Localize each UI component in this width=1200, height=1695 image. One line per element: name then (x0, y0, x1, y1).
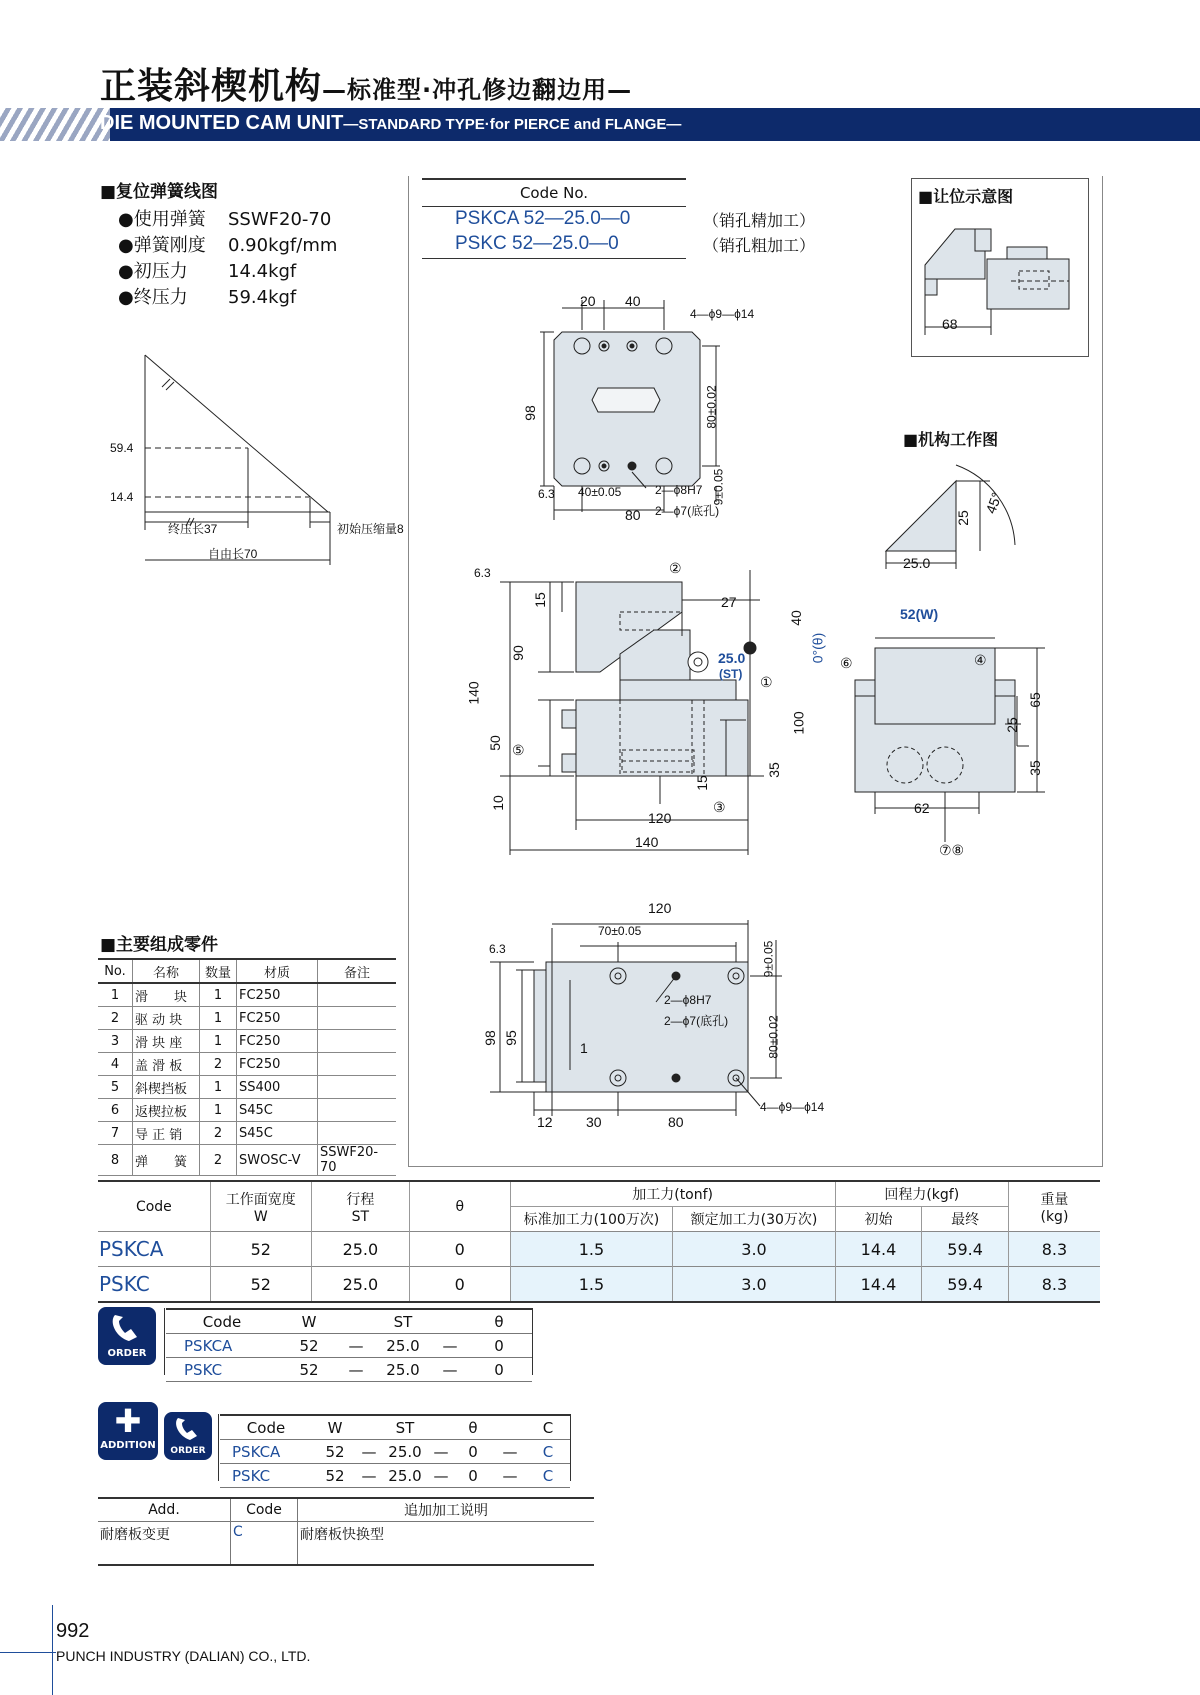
bottom-pin2: 2—ϕ7(底孔) (664, 1014, 729, 1028)
code-no-rule (422, 258, 686, 259)
top-pin1: 2—ϕ8H7 (655, 483, 703, 497)
table-row: 2 驱 动 块 1 FC250 (98, 1007, 396, 1030)
table-row: 3 滑 块 座 1 FC250 (98, 1030, 396, 1053)
graph-initial-label: 初始压缩量8 (337, 522, 404, 536)
front-callout-3: ③ (713, 799, 726, 815)
front-angle: 0°(θ) (809, 632, 826, 664)
order-divider (164, 1308, 165, 1375)
bottom-pin1: 2—ϕ8H7 (664, 993, 712, 1007)
clearance-title: ■让位示意图 (918, 187, 1014, 206)
table-row: 5 斜楔挡板 1 SS400 (98, 1076, 396, 1099)
front-d40: 40 (787, 610, 804, 626)
graph-final-label: 终压长37 (168, 522, 218, 536)
top-d80b: 80 (625, 507, 641, 523)
front-d27: 27 (721, 594, 737, 610)
front-d140b: 140 (635, 834, 659, 850)
parts-table (98, 958, 396, 1176)
phone-icon (172, 1415, 204, 1443)
bottom-d30: 30 (586, 1114, 602, 1130)
addition-header-row: Code W ST θ C (220, 1415, 570, 1440)
code-no-2-note: （销孔粗加工） (703, 236, 816, 255)
side-callout-4: ④ (974, 652, 987, 668)
table-row: 6 返楔拉板 1 S45C (98, 1099, 396, 1122)
parts-title: ■主要组成零件 (100, 935, 219, 955)
code-no-header: Code No. (422, 178, 686, 207)
top-pin2: 2—ϕ7(底孔) (655, 504, 720, 518)
addition-right-border (570, 1414, 571, 1481)
footer-hline (0, 1652, 56, 1653)
side-view-drawing (835, 620, 1055, 860)
page-subtitle: —标准型·冲孔修边翻边用— (322, 76, 633, 104)
bottom-d1: 1 (580, 1040, 588, 1056)
front-st: 25.0 (718, 650, 746, 666)
side-d65: 65 (1026, 692, 1043, 708)
addition-badge: ✚ ADDITION (98, 1402, 158, 1460)
work-base: 25.0 (903, 555, 931, 571)
front-rough: 6.3 (474, 566, 491, 580)
top-d80: 80±0.02 (704, 385, 719, 429)
bottom-holes: 4—ϕ9—ϕ14 (760, 1100, 825, 1114)
english-title: DIE MOUNTED CAM UNIT—STANDARD TYPE·for PIERCE and FLANGE— (100, 112, 682, 134)
work-diagram-title: ■机构工作图 (903, 430, 999, 449)
front-d50: 50 (486, 735, 503, 751)
bottom-d70: 70±0.05 (598, 924, 642, 938)
spec-final: ●终压力 59.4kgf (118, 287, 297, 308)
top-d40b: 40±0.05 (578, 485, 622, 499)
table-row: PSKC 52 — 25.0 — 0 (166, 1358, 532, 1382)
code-no-1-note: （销孔精加工） (703, 211, 816, 230)
bottom-d120: 120 (648, 900, 672, 916)
table-row: 1 滑 块 1 FC250 (98, 983, 396, 1007)
graph-y-low: 14.4 (110, 490, 134, 504)
front-d10: 10 (489, 795, 506, 811)
table-row: 8 弹 簧 2 SWOSC-V SSWF20-70 (98, 1145, 396, 1176)
table-row: 7 导 正 销 2 S45C (98, 1122, 396, 1145)
side-callout-78: ⑦⑧ (939, 842, 965, 858)
bottom-d80b: 80 (668, 1114, 684, 1130)
graph-free-label: 自由长70 (208, 547, 258, 561)
table-row: PSKC 52 — 25.0 — 0 — C (220, 1464, 570, 1488)
addition-divider (218, 1414, 219, 1481)
top-view-drawing (520, 290, 770, 530)
spec-initial: ●初压力 14.4kgf (118, 261, 297, 282)
page-number: 992 (56, 1620, 90, 1642)
phone-icon (107, 1311, 147, 1345)
spring-section-title: ■复位弹簧线图 (100, 182, 219, 202)
front-d120: 120 (648, 810, 672, 826)
code-no-2: PSKC 52—25.0—0 (455, 233, 619, 254)
code-no-1: PSKCA 52—25.0—0 (455, 208, 631, 229)
bottom-d95: 95 (502, 1030, 519, 1046)
table-row: 耐磨板变更 C 耐磨板快换型 (98, 1522, 594, 1566)
bottom-d9: 9±0.05 (761, 940, 776, 978)
side-width: 52(W) (900, 606, 939, 622)
addition-table (220, 1414, 570, 1488)
front-d35: 35 (765, 762, 782, 778)
front-d15: 15 (531, 592, 548, 608)
top-d40: 40 (625, 293, 641, 309)
side-d62: 62 (914, 800, 930, 816)
add-header-row: Add. Code 追加加工说明 (98, 1498, 594, 1522)
parts-header-row: No. 名称 数量 材质 备注 (98, 959, 396, 983)
table-row: PSKC 52 25.0 0 1.5 3.0 14.4 59.4 8.3 (98, 1267, 1100, 1303)
front-d100: 100 (790, 711, 807, 735)
order-header-row: Code W ST θ (166, 1309, 532, 1334)
footer-vline (52, 1605, 53, 1695)
work-height: 25 (954, 510, 971, 526)
top-d20: 20 (580, 293, 596, 309)
side-d25: 25 (1003, 717, 1020, 733)
spec-header-row-2: 标准加工力(100万次) 额定加工力(30万次) 初始 最终 (98, 1207, 1100, 1232)
page-title: 正装斜楔机构—标准型·冲孔修边翻边用— (100, 66, 633, 107)
band-stripes (0, 108, 110, 141)
top-holes: 4—ϕ9—ϕ14 (690, 307, 755, 321)
front-callout-5: ⑤ (512, 742, 525, 758)
front-callout-1: ① (760, 674, 773, 690)
top-rough: 6.3 (538, 487, 555, 501)
table-row: PSKCA 52 — 25.0 — 0 (166, 1334, 532, 1358)
front-callout-2: ② (669, 560, 682, 576)
spring-specs (118, 205, 337, 309)
order-right-border (532, 1308, 533, 1375)
front-d15b: 15 (693, 775, 710, 791)
bottom-d98: 98 (481, 1030, 498, 1046)
spec-table (98, 1180, 1100, 1303)
clearance-dim: 68 (942, 316, 958, 332)
spec-spring: ●使用弹簧 SSWF20-70 (118, 209, 332, 230)
add-processing-table (98, 1497, 594, 1566)
company-name: PUNCH INDUSTRY (DALIAN) CO., LTD. (56, 1648, 311, 1664)
side-callout-6: ⑥ (840, 655, 853, 671)
spec-header-row-1: Code 工作面宽度 W 行程 ST θ 加工力(tonf) 回程力(kgf) 重量 (kg) (98, 1181, 1100, 1207)
front-d140: 140 (465, 681, 482, 705)
plus-icon: ✚ (114, 1402, 142, 1440)
bottom-rough: 6.3 (489, 942, 506, 956)
top-d9: 9±0.05 (711, 468, 726, 506)
order-table (166, 1308, 532, 1382)
front-view-drawing (470, 570, 820, 860)
table-row: PSKCA 52 25.0 0 1.5 3.0 14.4 59.4 8.3 (98, 1232, 1100, 1267)
side-d35: 35 (1026, 760, 1043, 776)
spring-graph (100, 350, 410, 570)
bottom-d12: 12 (537, 1114, 553, 1130)
front-st-label: (ST) (719, 667, 743, 681)
addition-order-badge: ORDER (164, 1412, 212, 1460)
bottom-d80: 80±0.02 (766, 1015, 781, 1059)
table-row: PSKCA 52 — 25.0 — 0 — C (220, 1440, 570, 1464)
order-badge: ORDER (98, 1307, 156, 1365)
clearance-diagram (911, 205, 1087, 355)
graph-y-high: 59.4 (110, 441, 134, 455)
spec-rate: ●弹簧刚度 0.90kgf/mm (118, 235, 338, 256)
front-d90: 90 (509, 645, 526, 661)
top-d98: 98 (521, 405, 538, 421)
table-row: 4 盖 滑 板 2 FC250 (98, 1053, 396, 1076)
work-angle: 45° (982, 490, 1005, 516)
